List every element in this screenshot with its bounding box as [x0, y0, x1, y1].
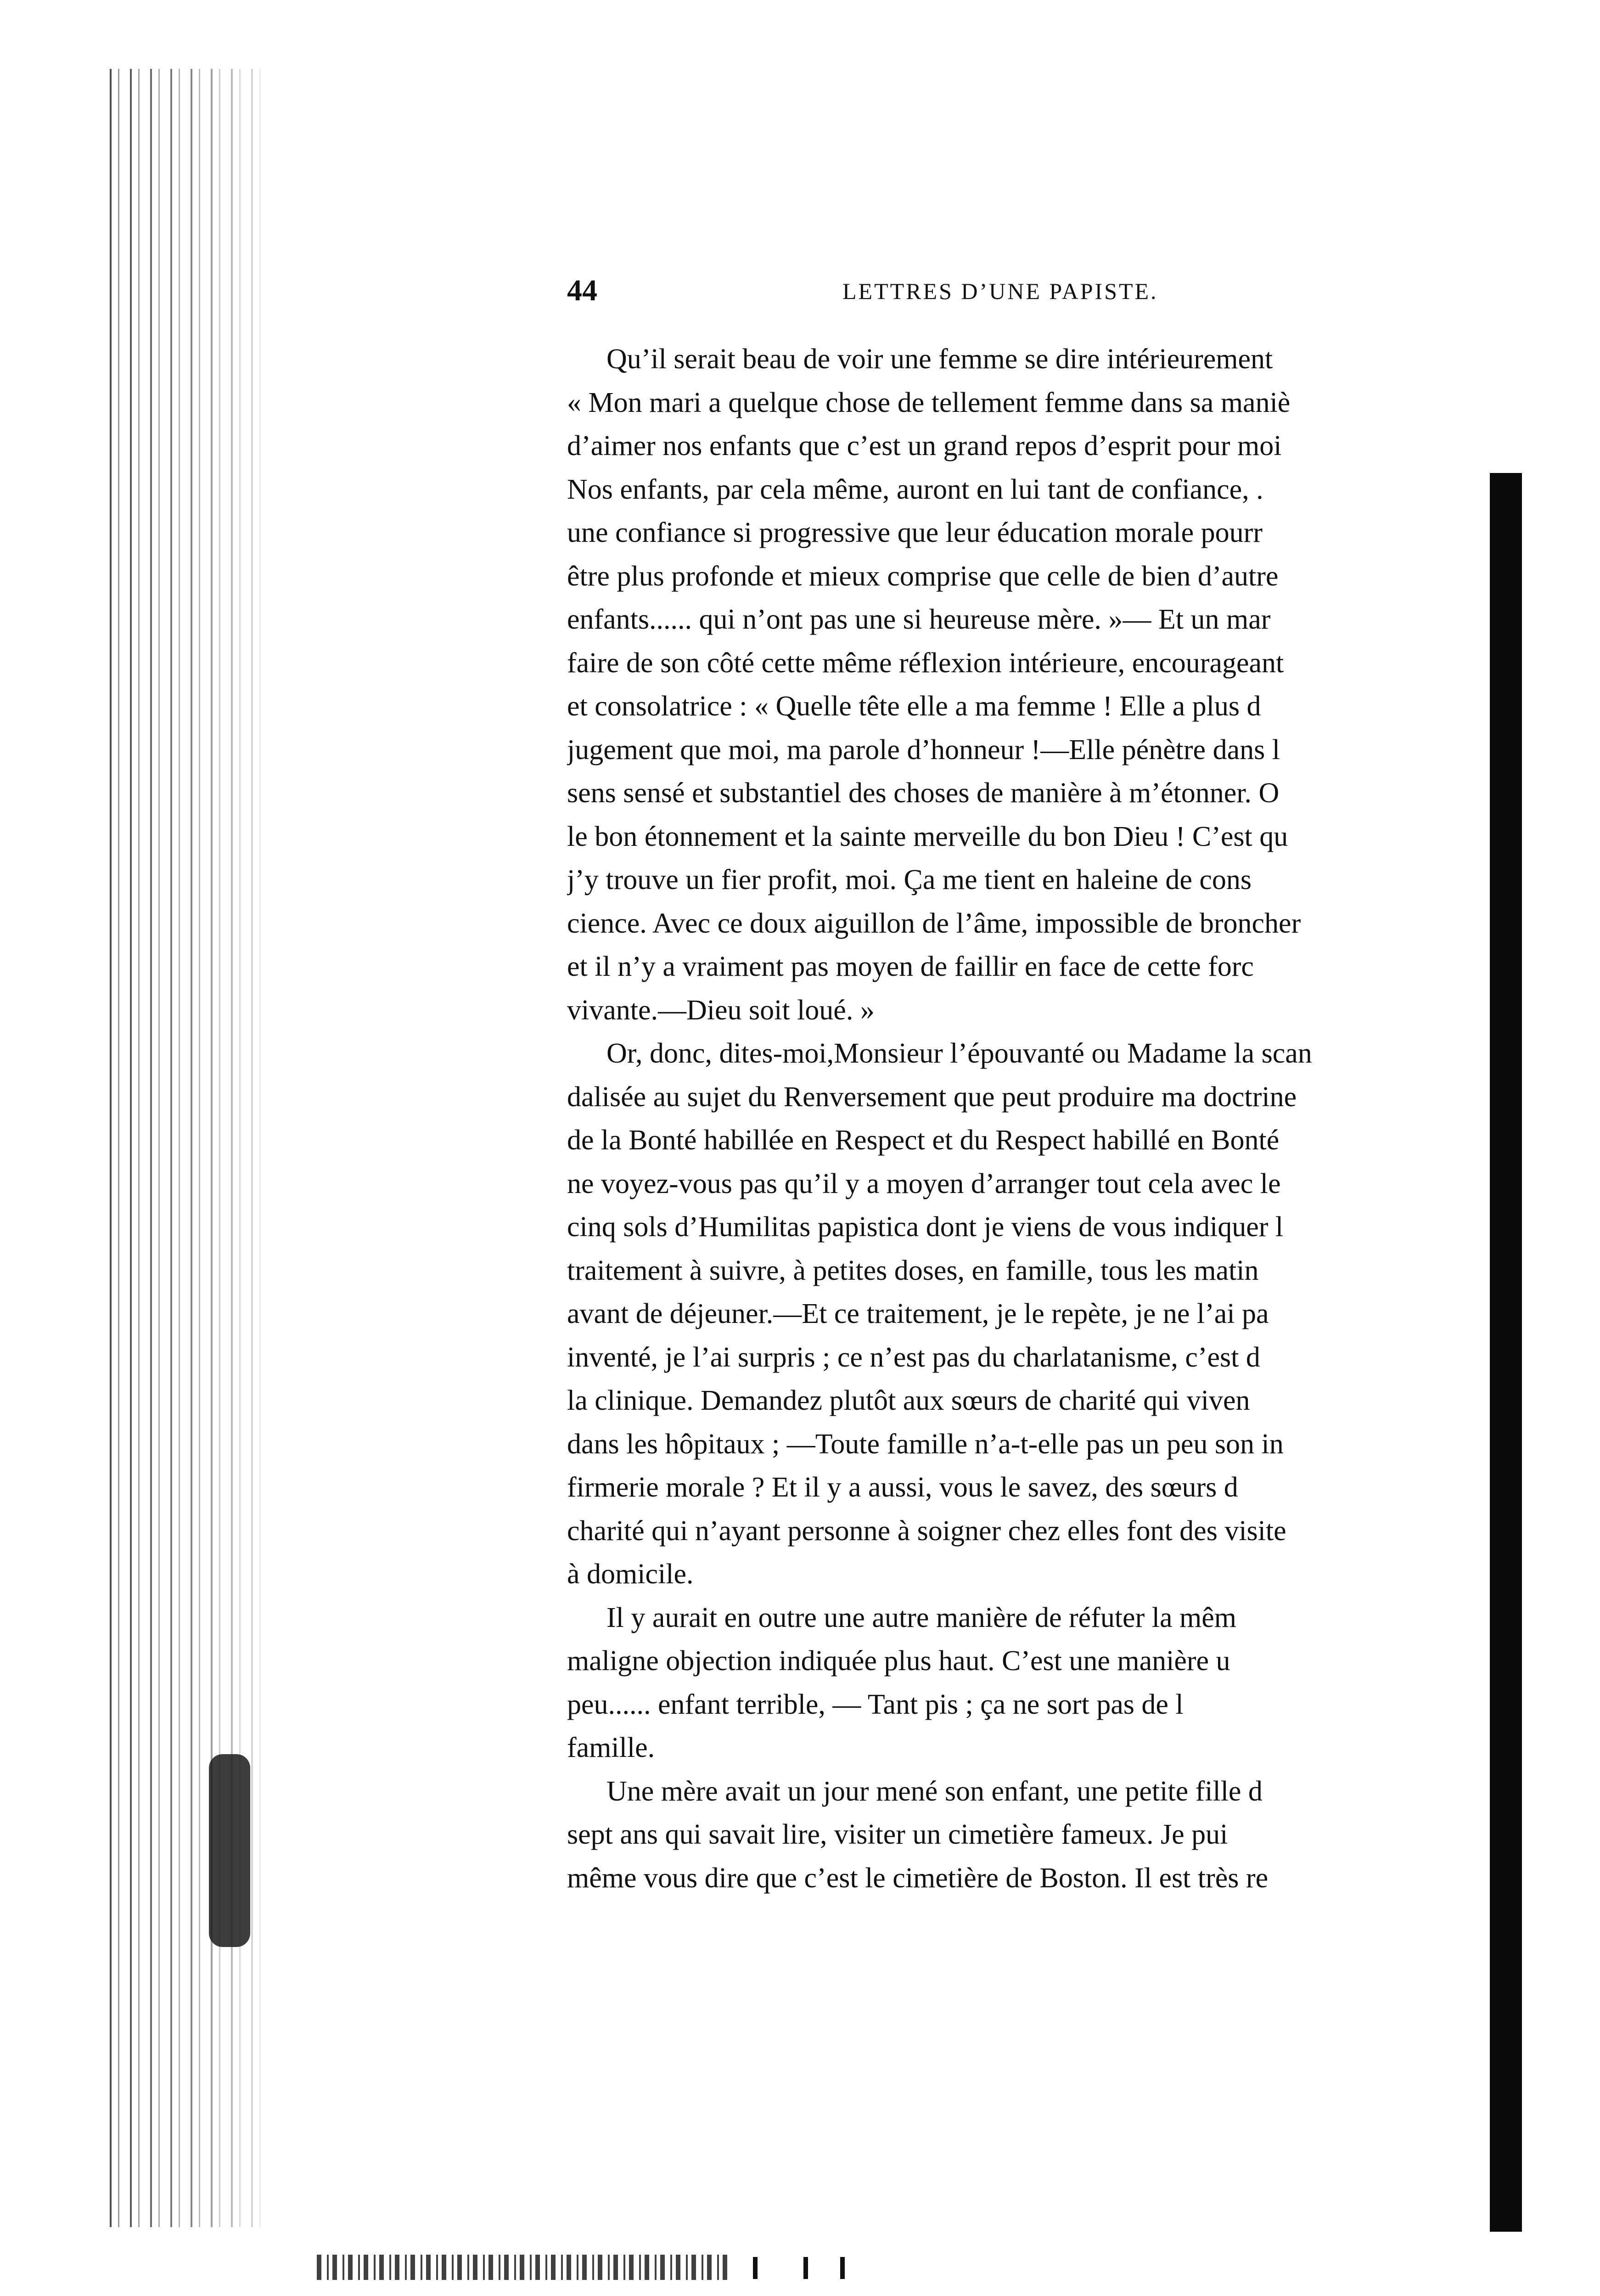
text-line: inventé, je l’ai surpris ; ce n’est pas du charlatanisme, c’est d — [567, 1341, 1260, 1373]
text-line: une confiance si progressive que leur éducation morale pourr — [567, 517, 1263, 548]
text-line: cinq sols d’Humilitas papistica dont je viens de vous indiquer l — [567, 1211, 1284, 1243]
text-line: de la Bonté habillée en Respect et du Respect habillé en Bonté — [567, 1125, 1280, 1156]
text-line: charité qui n’ayant personne à soigner chez elles font des visite — [567, 1515, 1286, 1547]
text-line: sens sensé et substantiel des choses de manière à m’étonner. O — [567, 777, 1280, 809]
text-line: Nos enfants, par cela même, auront en lui tant de confiance, . — [567, 473, 1263, 505]
text-line: ne voyez-vous pas qu’il y a moyen d’arranger tout cela avec le — [567, 1168, 1281, 1199]
text-line: la clinique. Demandez plutôt aux sœurs de charité qui viven — [567, 1385, 1250, 1416]
text-line: maligne objection indiquée plus haut. C’est une manière u — [567, 1645, 1230, 1677]
text-line: jugement que moi, ma parole d’honneur !—Elle pénètre dans l — [567, 734, 1280, 765]
text-line: être plus profonde et mieux comprise que celle de bien d’autre — [567, 560, 1279, 592]
text-line: cience. Avec ce doux aiguillon de l’âme, impossible de broncher — [567, 907, 1301, 939]
text-line: le bon étonnement et la sainte merveille du bon Dieu ! C’est qu — [567, 821, 1288, 852]
text-line: famille. — [567, 1732, 655, 1763]
text-line: traitement à suivre, à petites doses, en famille, tous les matin — [567, 1255, 1259, 1286]
text-line: à domicile. — [567, 1559, 694, 1590]
text-line: même vous dire que c’est le cimetière de Boston. Il est très re — [567, 1862, 1269, 1894]
text-line: firmerie morale ? Et il y a aussi, vous le savez, des sœurs d — [567, 1472, 1238, 1503]
text-line: enfants...... qui n’ont pas une si heureuse mère. »— Et un mar — [567, 604, 1271, 635]
text-line: dans les hôpitaux ; —Toute famille n’a-t-elle pas un peu son in — [567, 1428, 1284, 1460]
text-line: Il y aurait en outre une autre manière de réfuter la mêm — [606, 1602, 1236, 1633]
text-line: Une mère avait un jour mené son enfant, une petite fille d — [606, 1775, 1263, 1807]
text-line: et il n’y a vraiment pas moyen de faillir en face de cette forc — [567, 951, 1254, 982]
text-line: peu...... enfant terrible, — Tant pis ; ça ne sort pas de l — [567, 1688, 1184, 1720]
text-line: Qu’il serait beau de voir une femme se dire intérieurement — [606, 343, 1273, 375]
text-line: Or, donc, dites-moi,Monsieur l’épouvanté ou Madame la scan — [606, 1038, 1312, 1069]
text-line: dalisée au sujet du Renversement que peut produire ma doctrine — [567, 1081, 1297, 1113]
text-line: j’y trouve un fier profit, moi. Ça me tient en haleine de cons — [567, 864, 1252, 895]
bottom-scan-tick — [840, 2257, 845, 2279]
page-number: 44 — [567, 274, 597, 307]
bottom-scan-tick — [803, 2257, 808, 2279]
text-line: « Mon mari a quelque chose de tellement femme dans sa maniè — [567, 387, 1291, 418]
running-title: LETTRES D’UNE PAPISTE. — [842, 278, 1158, 304]
bottom-scan-tick — [753, 2257, 758, 2279]
text-line: sept ans qui savait lire, visiter un cimetière fameux. Je pui — [567, 1819, 1228, 1850]
text-line: faire de son côté cette même réflexion intérieure, encourageant — [567, 647, 1284, 679]
body-text — [567, 338, 1504, 1900]
text-line: avant de déjeuner.—Et ce traitement, je le repète, je ne l’ai pa — [567, 1298, 1269, 1329]
ink-blot-artifact — [209, 1754, 250, 1947]
text-line: et consolatrice : « Quelle tête elle a ma femme ! Elle a plus d — [567, 691, 1261, 722]
text-line: d’aimer nos enfants que c’est un grand repos d’esprit pour moi — [567, 430, 1282, 461]
text-line: vivante.—Dieu soit loué. » — [567, 994, 875, 1026]
bottom-scan-marks — [317, 2255, 730, 2280]
page-header — [567, 273, 1485, 315]
